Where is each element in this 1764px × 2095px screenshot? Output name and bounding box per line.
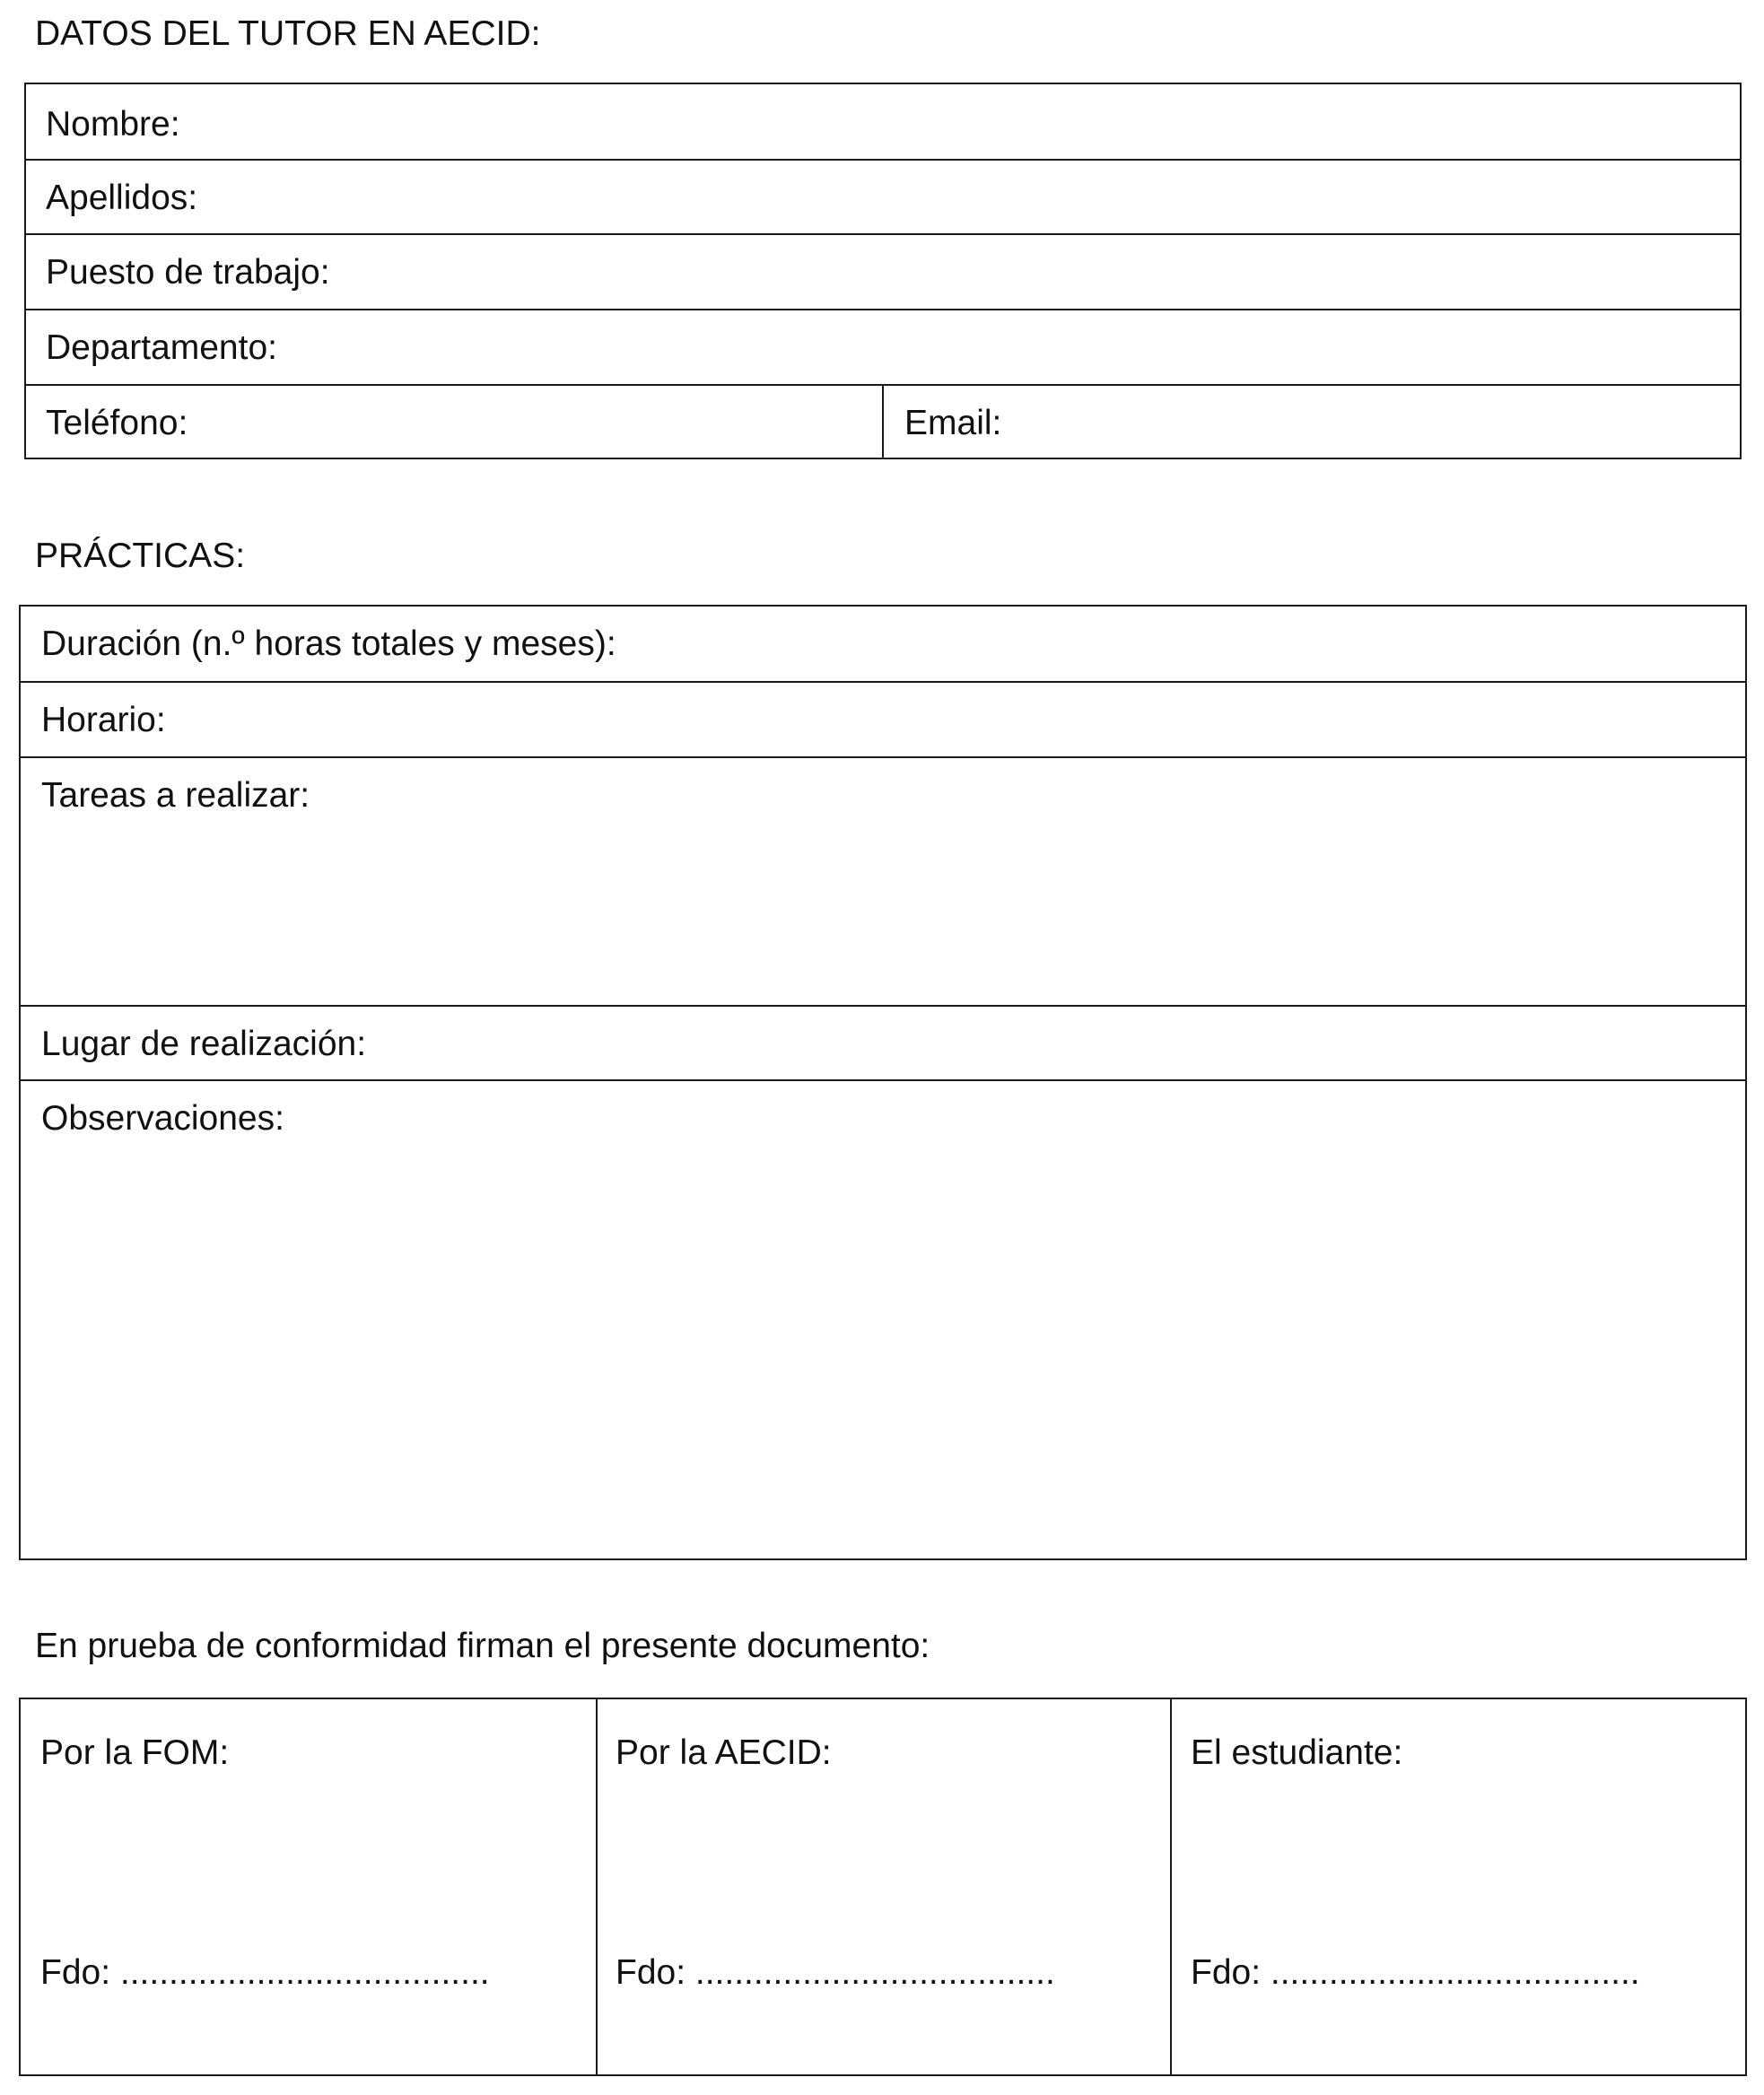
contacto-divider [882,386,884,459]
firma-estudiante-fdo: Fdo: ...................................... [1191,1953,1640,1992]
firma-fom-fdo: Fdo: ...................................... [40,1953,490,1992]
telefono-label: Teléfono: [46,404,188,442]
firma-fom-label: Por la FOM: [40,1733,230,1772]
tareas-label: Tareas a realizar: [41,776,310,815]
puesto-label: Puesto de trabajo: [46,253,330,292]
horario-row[interactable] [21,681,1745,756]
firmas-intro: En prueba de conformidad firman el presente documento: [35,1627,930,1665]
lugar-row[interactable] [21,1005,1745,1079]
departamento-label: Departamento: [46,328,277,367]
firma-fom-cell[interactable] [21,1699,596,2074]
practicas-section-heading: PRÁCTICAS: [35,537,246,575]
horario-label: Horario: [41,701,166,739]
observaciones-label: Observaciones: [41,1099,284,1138]
nombre-row[interactable] [26,84,1740,159]
firma-aecid-label: Por la AECID: [616,1733,832,1772]
nombre-label: Nombre: [46,105,180,144]
apellidos-label: Apellidos: [46,179,198,217]
email-label: Email: [904,404,1002,442]
observaciones-row[interactable] [21,1079,1745,1558]
tutor-section-heading: DATOS DEL TUTOR EN AECID: [35,14,541,53]
duracion-label: Duración (n.º horas totales y meses): [41,624,616,663]
tutor-form-table [24,83,1742,459]
departamento-row[interactable] [26,309,1740,384]
firma-estudiante-label: El estudiante: [1191,1733,1403,1772]
apellidos-row[interactable] [26,159,1740,233]
duracion-row[interactable] [21,607,1745,681]
firma-aecid-fdo: Fdo: ..................................... [616,1953,1055,1992]
firma-aecid-cell[interactable] [596,1699,1171,2074]
firma-estudiante-cell[interactable] [1171,1699,1745,2074]
lugar-label: Lugar de realización: [41,1025,367,1063]
puesto-row[interactable] [26,233,1740,309]
tareas-row[interactable] [21,756,1745,1005]
contacto-row [26,384,1740,459]
firmas-table [19,1698,1747,2076]
practicas-form-table [19,605,1747,1560]
